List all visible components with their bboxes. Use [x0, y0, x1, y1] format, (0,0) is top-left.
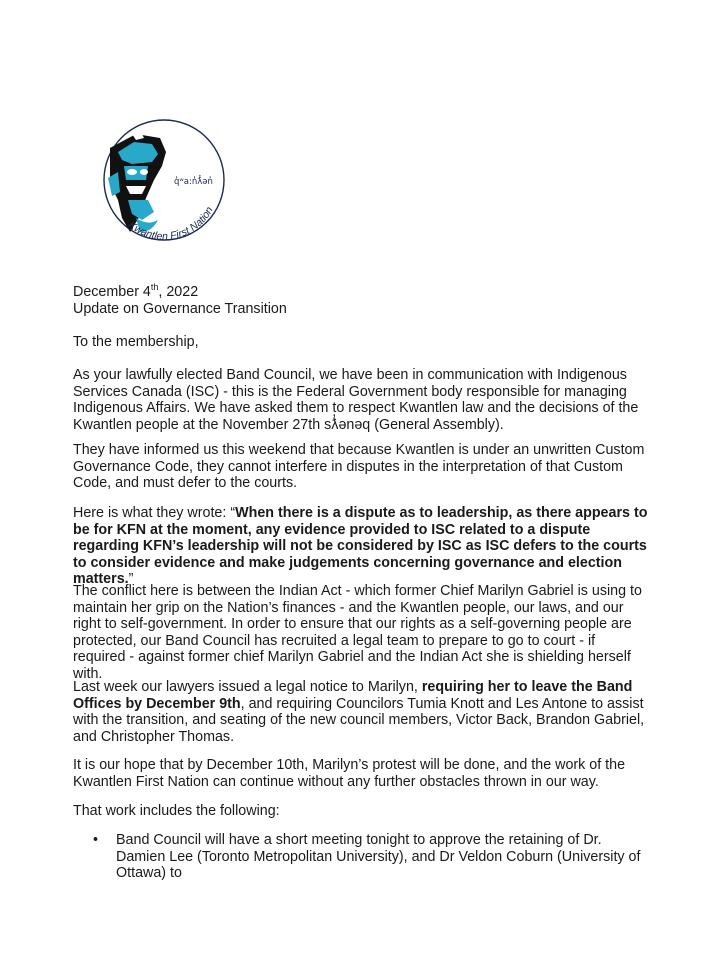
paragraph-isc-communication: As your lawfully elected Band Council, we have been in communication with Indigenous Services Canada (ISC) - this is the Federal Government body responsible for managing Indigenous Affairs. We have asked them to respect Kwantlen law and the decisions of the Kwantlen people at the November 27th sƛ̓ənəq (General Assembly). — [73, 367, 639, 433]
notice-bold: requiring her to leave the Band Offices by December 9th — [73, 679, 633, 712]
paragraph-work-intro: That work includes the following: — [73, 803, 280, 819]
date-suffix: th — [150, 282, 159, 293]
paragraph-legal-notice — [73, 679, 648, 745]
paragraph-custom-code: They have informed us this weekend that because Kwantlen is under an unwritten Custom Governance Code, they cannot interfere in disputes in the interpretation of that Custom Code, and must defer to the courts. — [73, 442, 645, 492]
kwantlen-first-nation-logo — [88, 108, 228, 248]
bullet-text: Band Council will have a short meeting tonight to approve the retaining of Dr. Damien Lee (Toronto Metropolitan University), and Dr Veldon Coburn (University of Ottawa) to — [116, 832, 641, 882]
logo-native-name: q̓ʷa:n̓ƛ̓ən̓ — [174, 177, 213, 187]
letter-subject: Update on Governance Transition — [73, 300, 287, 317]
letter-header — [73, 284, 648, 317]
date-main: December 4 — [73, 284, 151, 300]
date-year: , 2022 — [158, 284, 199, 300]
notice-intro: Last week our lawyers issued a legal notice to Marilyn, — [73, 679, 422, 695]
quote-text: When there is a dispute as to leadership, as there appears to be for KFN at the moment, any evidence provided to ISC related to a dispute regarding KFN’s leadership will not be considered by ISC as ISC defers to the courts to consider evidence and make judgements concerning governance and election matters. — [73, 505, 648, 588]
list-item — [73, 832, 648, 882]
paragraph-hope: It is our hope that by December 10th, Marilyn’s protest will be done, and the work of the Kwantlen First Nation can continue without any further obstacles thrown in our way. — [73, 757, 626, 790]
salutation: To the membership, — [73, 334, 199, 350]
quote-intro: Here is what they wrote: “ — [73, 505, 236, 521]
notice-end: , and requiring Councilors Tumia Knott and Les Antone to assist with the transition, and seating of the new council members, Victor Back, Brandon Gabriel, and Christopher Thomas. — [73, 695, 645, 745]
paragraph-isc-quote — [73, 505, 648, 588]
paragraph-conflict: The conflict here is between the Indian Act - which former Chief Marilyn Gabriel is using to maintain her grip on the Nation’s finances - and the Kwantlen people, our laws, and our right to self-government. In order to ensure that our rights as a self-governing people are protected, our Band Council has recruited a legal team to prepare to go to court - if required - against former chief Marilyn Gabriel and the Indian Act she is shielding herself with. — [73, 583, 642, 682]
logo-nation-name: Kwantlen First Nation — [126, 204, 216, 243]
bullet-marker: • — [93, 832, 99, 848]
quote-end: ” — [128, 571, 134, 588]
letter-date — [73, 284, 648, 301]
